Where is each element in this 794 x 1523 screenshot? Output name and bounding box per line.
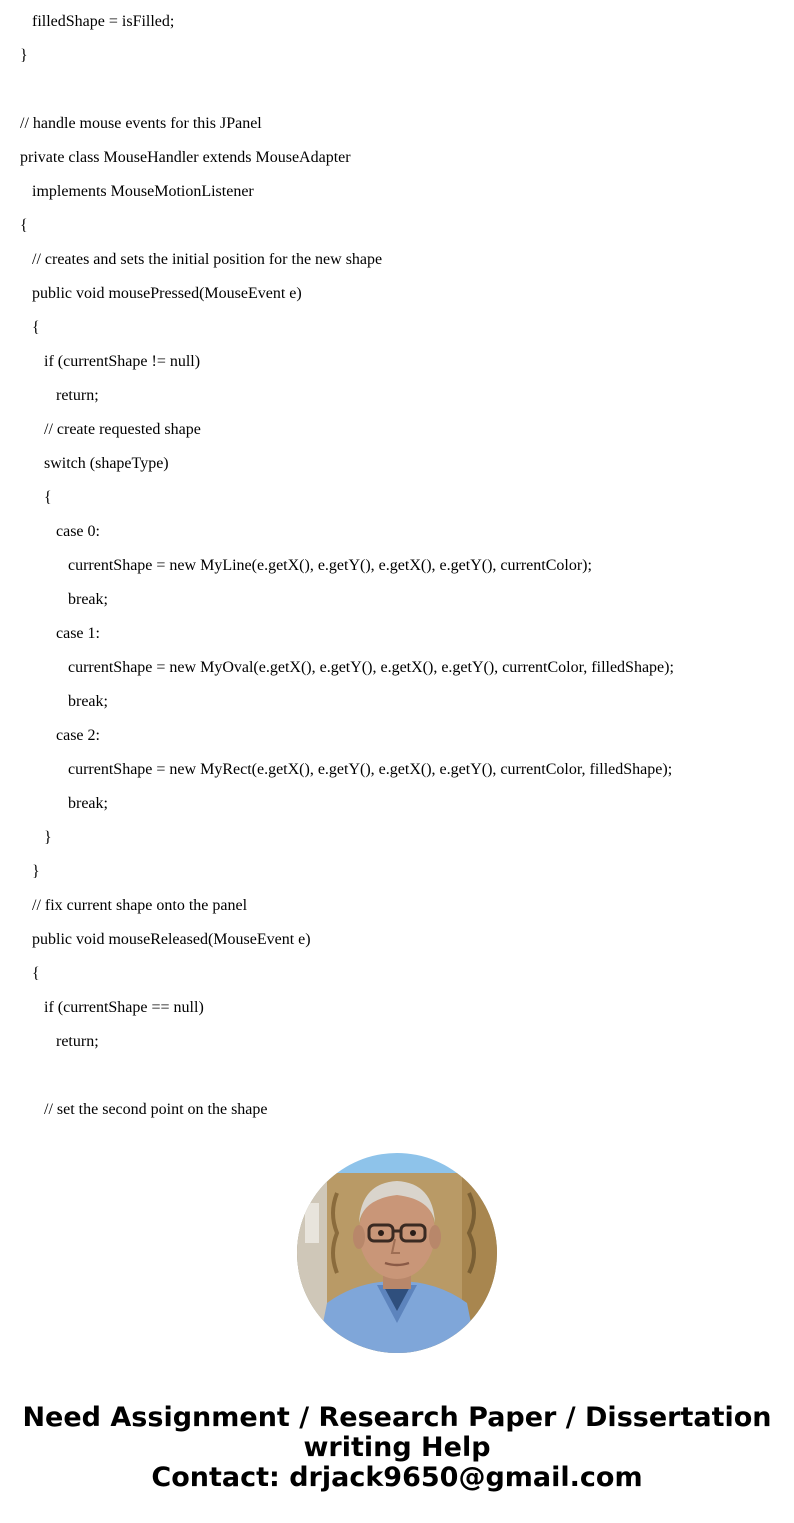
code-line: } bbox=[32, 863, 40, 880]
footer-line-2: writing Help bbox=[303, 1432, 491, 1463]
code-line: implements MouseMotionListener bbox=[32, 183, 254, 200]
code-line: break; bbox=[68, 693, 108, 710]
code-line: break; bbox=[68, 795, 108, 812]
code-line: // creates and sets the initial position for the new shape bbox=[32, 251, 383, 268]
code-line: { bbox=[32, 965, 40, 982]
code-line bbox=[20, 73, 784, 107]
code-line: { bbox=[20, 217, 28, 234]
footer-contact bbox=[0, 1403, 794, 1493]
footer-line-1: Need Assignment / Research Paper / Dissertation bbox=[22, 1402, 772, 1433]
portrait-photo-icon bbox=[297, 1153, 497, 1353]
code-line: // create requested shape bbox=[44, 421, 201, 438]
code-line: } bbox=[20, 47, 28, 64]
code-line bbox=[20, 1059, 784, 1093]
code-line: { bbox=[44, 489, 52, 506]
code-line: currentShape = new MyOval(e.getX(), e.getY(), e.getX(), e.getY(), currentColor, filledShape); bbox=[68, 659, 674, 676]
code-line: // fix current shape onto the panel bbox=[32, 897, 248, 914]
code-line: // set the second point on the shape bbox=[44, 1101, 268, 1118]
code-listing bbox=[20, 5, 784, 1127]
code-line: case 1: bbox=[56, 625, 100, 642]
code-line: case 0: bbox=[56, 523, 100, 540]
code-line: currentShape = new MyRect(e.getX(), e.getY(), e.getX(), e.getY(), currentColor, filledShape); bbox=[68, 761, 673, 778]
code-line: currentShape = new MyLine(e.getX(), e.getY(), e.getX(), e.getY(), currentColor); bbox=[68, 557, 592, 574]
author-avatar bbox=[297, 1153, 497, 1353]
code-line: case 2: bbox=[56, 727, 100, 744]
code-line: } bbox=[44, 829, 52, 846]
code-line: private class MouseHandler extends MouseAdapter bbox=[20, 149, 351, 166]
code-line: break; bbox=[68, 591, 108, 608]
code-line: return; bbox=[56, 1033, 99, 1050]
code-line: public void mousePressed(MouseEvent e) bbox=[32, 285, 302, 302]
code-line: // handle mouse events for this JPanel bbox=[20, 115, 262, 132]
code-line: switch (shapeType) bbox=[44, 455, 169, 472]
code-line: if (currentShape == null) bbox=[44, 999, 204, 1016]
code-line: return; bbox=[56, 387, 99, 404]
code-line: if (currentShape != null) bbox=[44, 353, 201, 370]
code-line: { bbox=[32, 319, 40, 336]
code-line: public void mouseReleased(MouseEvent e) bbox=[32, 931, 311, 948]
code-line: filledShape = isFilled; bbox=[32, 13, 175, 30]
footer-contact-email: Contact: drjack9650@gmail.com bbox=[151, 1462, 643, 1493]
